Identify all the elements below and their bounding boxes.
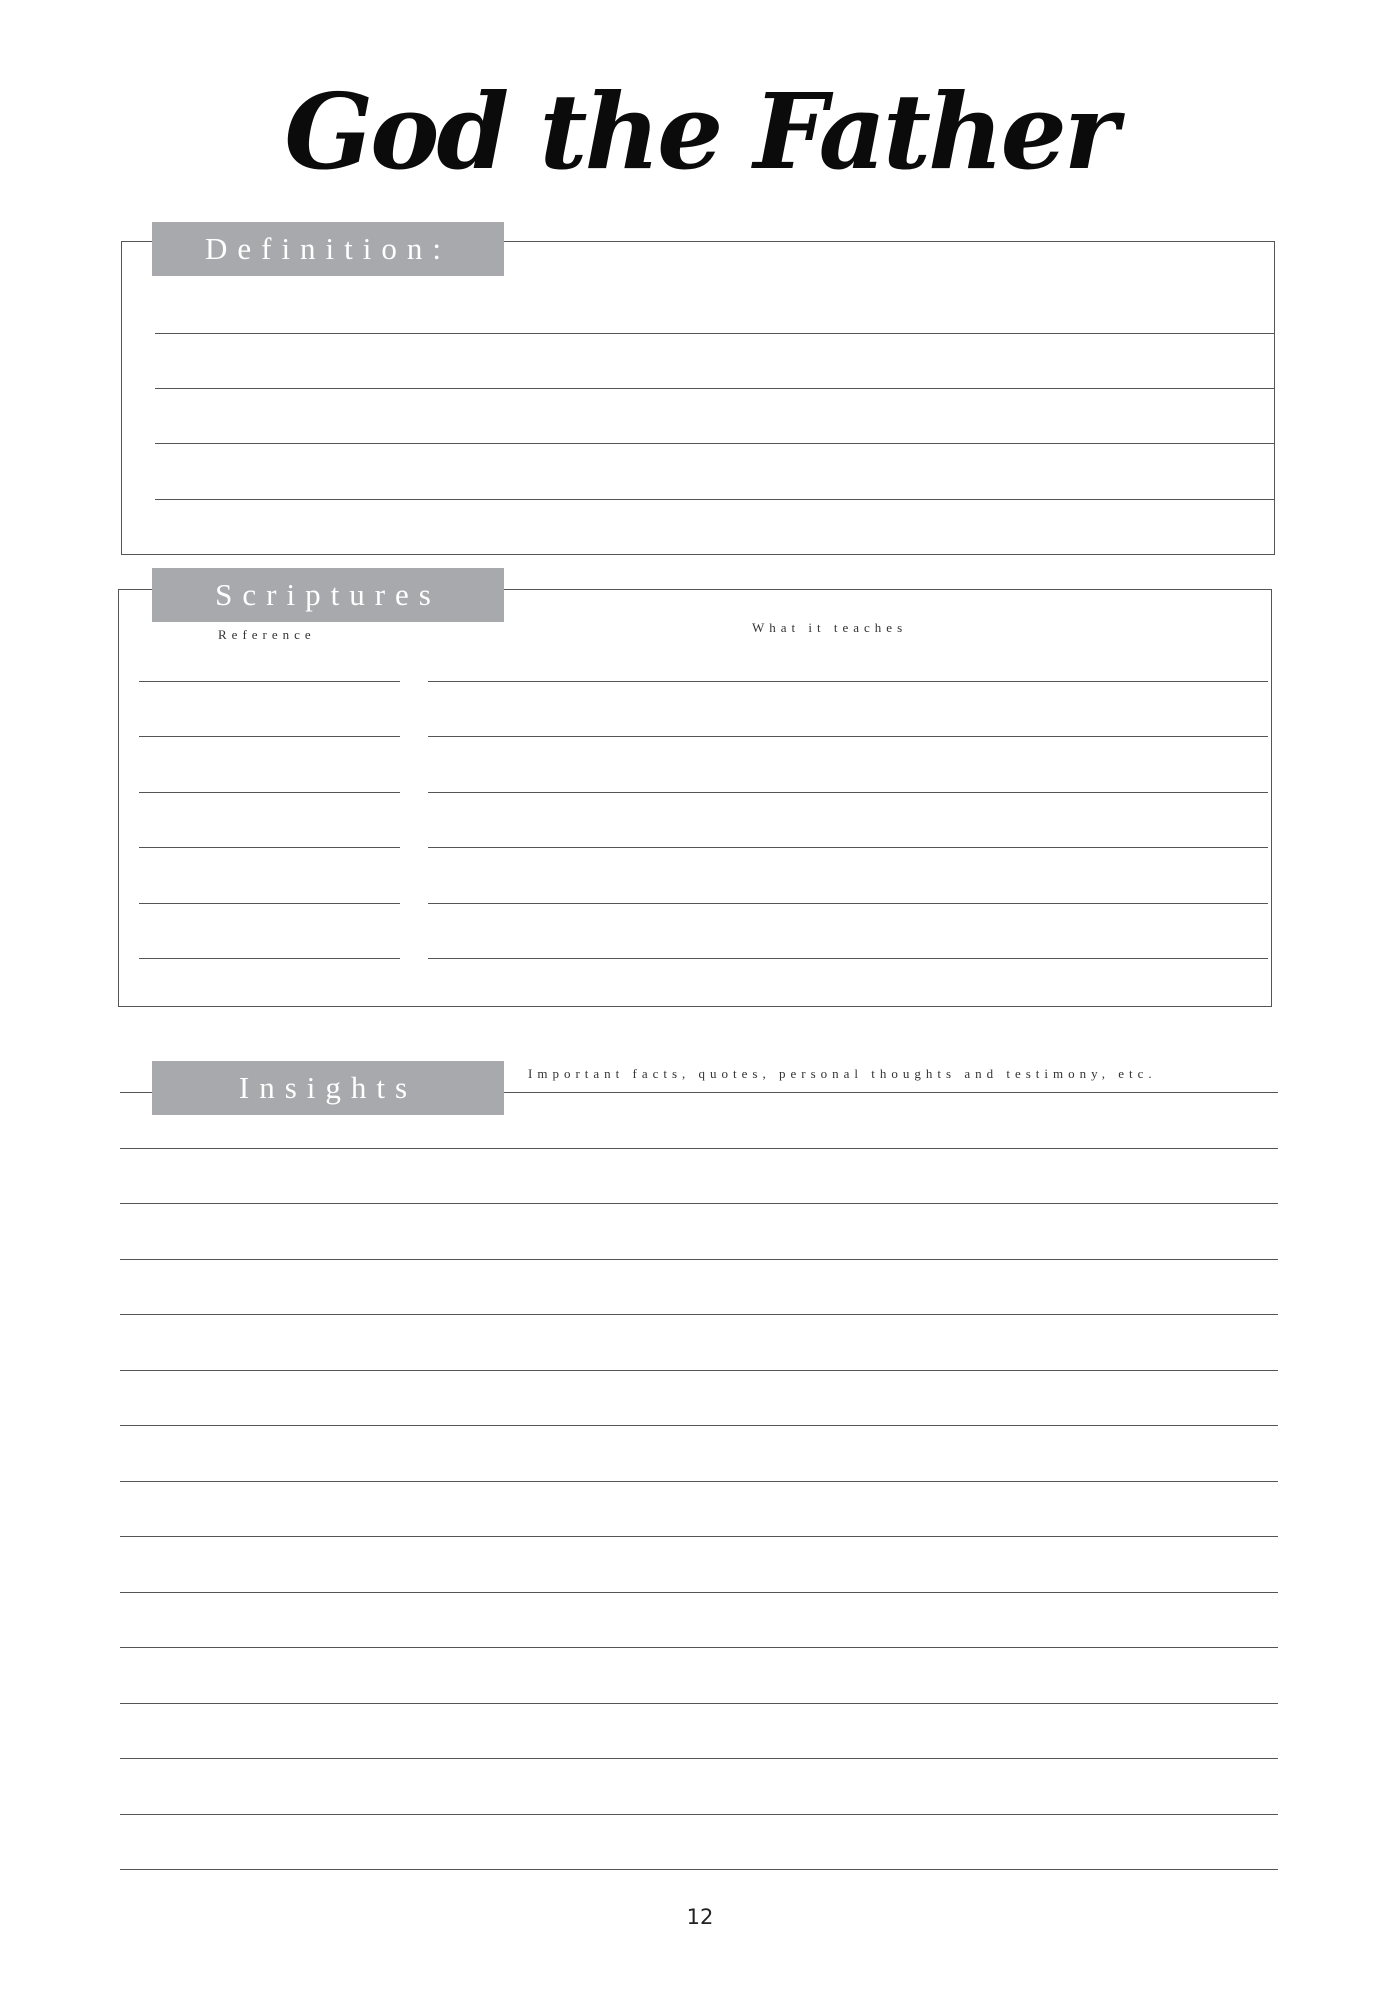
- reference-line[interactable]: [139, 903, 400, 904]
- teaches-line[interactable]: [428, 847, 1268, 848]
- reference-line[interactable]: [139, 847, 400, 848]
- insights-writing-line[interactable]: [120, 1481, 1278, 1482]
- reference-line[interactable]: [139, 736, 400, 737]
- reference-line[interactable]: [139, 792, 400, 793]
- insights-writing-line[interactable]: [120, 1758, 1278, 1759]
- insights-writing-line[interactable]: [120, 1259, 1278, 1260]
- insights-writing-line[interactable]: [120, 1814, 1278, 1815]
- insights-hint: Important facts, quotes, personal thoughts and testimony, etc.: [528, 1066, 1157, 1081]
- page-title: God the Father: [284, 70, 1116, 193]
- insights-writing-line[interactable]: [120, 1425, 1278, 1426]
- teaches-line[interactable]: [428, 958, 1268, 959]
- teaches-line[interactable]: [428, 903, 1268, 904]
- teaches-column-header: What it teaches: [752, 620, 908, 635]
- insights-writing-line[interactable]: [120, 1647, 1278, 1648]
- insights-writing-line[interactable]: [120, 1370, 1278, 1371]
- insights-writing-line[interactable]: [120, 1703, 1278, 1704]
- reference-line[interactable]: [139, 958, 400, 959]
- definition-box: [121, 241, 1275, 555]
- scriptures-box: [118, 589, 1272, 1007]
- insights-writing-line[interactable]: [120, 1203, 1278, 1204]
- page-number: 12: [686, 1905, 714, 1929]
- definition-writing-line[interactable]: [155, 333, 1275, 334]
- insights-writing-line[interactable]: [120, 1869, 1278, 1870]
- reference-line[interactable]: [139, 681, 400, 682]
- scriptures-label: Scriptures: [152, 568, 504, 622]
- insights-label: Insights: [152, 1061, 504, 1115]
- teaches-line[interactable]: [428, 681, 1268, 682]
- reference-column-header: Reference: [218, 627, 316, 642]
- teaches-line[interactable]: [428, 792, 1268, 793]
- insights-writing-line[interactable]: [120, 1314, 1278, 1315]
- insights-writing-line[interactable]: [120, 1592, 1278, 1593]
- definition-writing-line[interactable]: [155, 499, 1275, 500]
- definition-writing-line[interactable]: [155, 443, 1275, 444]
- definition-writing-line[interactable]: [155, 388, 1275, 389]
- definition-label: Definition:: [152, 222, 504, 276]
- insights-writing-line[interactable]: [120, 1148, 1278, 1149]
- teaches-line[interactable]: [428, 736, 1268, 737]
- insights-writing-line[interactable]: [120, 1536, 1278, 1537]
